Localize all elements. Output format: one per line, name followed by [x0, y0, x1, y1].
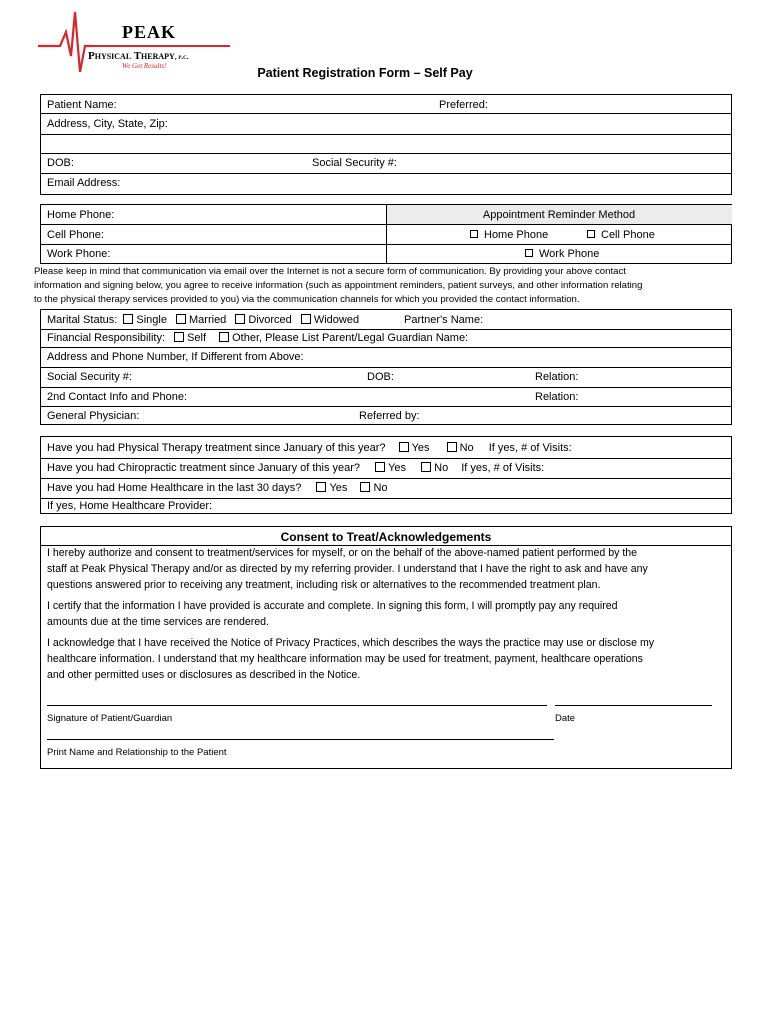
married-label: Married — [189, 314, 227, 326]
responsibility-section — [40, 309, 732, 425]
physician-label: General Physician: — [47, 410, 140, 422]
logo-name-top: PEAK — [122, 22, 177, 42]
checkbox-married[interactable] — [176, 314, 186, 324]
address-diff-label: Address and Phone Number, If Different from Above: — [47, 351, 304, 363]
email-notice-line-3: to the physical therapy services provided to you) via the communication channels for which you provided the contact information. — [34, 294, 580, 305]
q1-visits-label: If yes, # of Visits: — [488, 442, 572, 454]
q3-no-label: No — [373, 482, 388, 494]
checkbox-widowed[interactable] — [301, 314, 311, 324]
logo-suffix: , p.c. — [174, 53, 189, 61]
signature-label: Signature of Patient/Guardian — [47, 713, 173, 724]
address-label: Address, City, State, Zip: — [47, 118, 168, 130]
q2-yes-checkbox[interactable] — [375, 462, 385, 472]
consent-p3-l1: I acknowledge that I have received the Notice of Privacy Practices, which describes the ways the practice may use or disclose my — [47, 637, 655, 649]
option-cell-label: Cell Phone — [601, 229, 655, 241]
reminder-option-cell[interactable] — [587, 229, 655, 242]
checkbox-divorced[interactable] — [235, 314, 245, 324]
pt-question — [47, 442, 572, 455]
date-line[interactable] — [555, 705, 712, 706]
single-label: Single — [136, 314, 167, 326]
work-phone-label: Work Phone: — [47, 248, 111, 260]
q1-yes-checkbox[interactable] — [399, 442, 409, 452]
reminder-option-work[interactable] — [525, 248, 599, 261]
consent-p1-l2: staff at Peak Physical Therapy and/or as directed by my referring provider. I understand that I have the right to ask and have any — [47, 563, 648, 575]
q3-no-checkbox[interactable] — [360, 482, 370, 492]
financial-responsibility — [47, 332, 468, 345]
q2-no-checkbox[interactable] — [421, 462, 431, 472]
print-name-label: Print Name and Relationship to the Patient — [47, 747, 227, 758]
logo-tagline: We Get Results! — [122, 62, 167, 70]
partner-label: Partner's Name: — [404, 314, 484, 326]
email-label: Email Address: — [47, 177, 121, 189]
checkbox-icon[interactable] — [470, 230, 478, 238]
relation2-label: Relation: — [535, 391, 579, 403]
home-health-question — [47, 482, 388, 495]
preferred-label: Preferred: — [439, 99, 488, 111]
marital-label: Marital Status: — [47, 314, 118, 326]
reminder-header: Appointment Reminder Method — [482, 209, 636, 221]
q3-label: Have you had Home Healthcare in the last 30 days? — [47, 482, 302, 494]
q2-no-label: No — [434, 462, 449, 474]
patient-info-section — [40, 94, 732, 195]
consent-p1-l1: I hereby authorize and consent to treatment/services for myself, or on the behalf of the above-named patient performed by the — [47, 547, 638, 559]
relation-label: Relation: — [535, 371, 579, 383]
checkbox-self[interactable] — [174, 332, 184, 342]
provider-label: If yes, Home Healthcare Provider: — [47, 500, 213, 512]
page-title: Patient Registration Form – Self Pay — [257, 66, 473, 80]
referred-label: Referred by: — [359, 410, 420, 422]
ssn-label: Social Security #: — [312, 157, 397, 169]
option-home-label: Home Phone — [484, 229, 549, 241]
financial-label: Financial Responsibility: — [47, 332, 165, 344]
signature-line[interactable] — [47, 705, 547, 706]
q1-label: Have you had Physical Therapy treatment since January of this year? — [47, 442, 386, 454]
checkbox-icon[interactable] — [587, 230, 595, 238]
q3-yes-checkbox[interactable] — [316, 482, 326, 492]
contact2-label: 2nd Contact Info and Phone: — [47, 391, 188, 403]
self-label: Self — [187, 332, 207, 344]
checkbox-icon[interactable] — [525, 249, 533, 257]
consent-p3-l2: healthcare information. I understand that my healthcare information may be used for treatment, payment, healthcare operations — [47, 653, 643, 665]
dob-label: DOB: — [47, 157, 74, 169]
widowed-label: Widowed — [313, 314, 360, 326]
marital-status — [47, 314, 359, 327]
chiro-question — [47, 462, 544, 475]
q1-no-label: No — [459, 442, 474, 454]
patient-name-label: Patient Name: — [47, 99, 117, 111]
option-work-label: Work Phone — [539, 248, 600, 260]
q3-yes-label: Yes — [329, 482, 348, 494]
dob2-label: DOB: — [367, 371, 394, 383]
checkbox-other[interactable] — [219, 332, 229, 342]
print-name-line[interactable] — [47, 739, 554, 740]
consent-p3-l3: and other permitted uses or disclosures as described in the Notice. — [47, 669, 361, 681]
email-notice-line-1: Please keep in mind that communication via email over the Internet is not a secure form of communication. By providing your above contact — [34, 266, 626, 277]
consent-heading: Consent to Treat/Acknowledgements — [280, 530, 492, 544]
consent-p2-l1: I certify that the information I have provided is accurate and complete. In signing this form, I will promptly pay any required — [47, 600, 618, 612]
home-phone-label: Home Phone: — [47, 209, 115, 221]
reminder-option-home[interactable] — [470, 229, 548, 242]
phone-section — [40, 204, 732, 264]
q1-no-checkbox[interactable] — [447, 442, 457, 452]
q1-yes-label: Yes — [411, 442, 430, 454]
date-label: Date — [555, 713, 576, 724]
ssn2-label: Social Security #: — [47, 371, 132, 383]
email-notice-line-2: information and signing below, you agree to receive information (such as appointment reminders, patient surveys, and other information relating — [34, 280, 643, 291]
q2-yes-label: Yes — [388, 462, 407, 474]
logo — [38, 10, 238, 72]
other-label: Other, Please List Parent/Legal Guardian Name: — [232, 332, 469, 344]
cell-phone-label: Cell Phone: — [47, 229, 104, 241]
consent-p1-l3: questions answered prior to receiving any treatment, including risk or alternatives to the recommended treatment plan. — [47, 579, 601, 591]
logo-name-bottom: Physical Therapy — [88, 50, 175, 62]
q2-visits-label: If yes, # of Visits: — [461, 462, 545, 474]
q2-label: Have you had Chiropractic treatment since January of this year? — [47, 462, 361, 474]
divorced-label: Divorced — [248, 314, 292, 326]
consent-p2-l2: amounts due at the time services are rendered. — [47, 616, 269, 628]
checkbox-single[interactable] — [123, 314, 133, 324]
history-section — [40, 436, 732, 514]
